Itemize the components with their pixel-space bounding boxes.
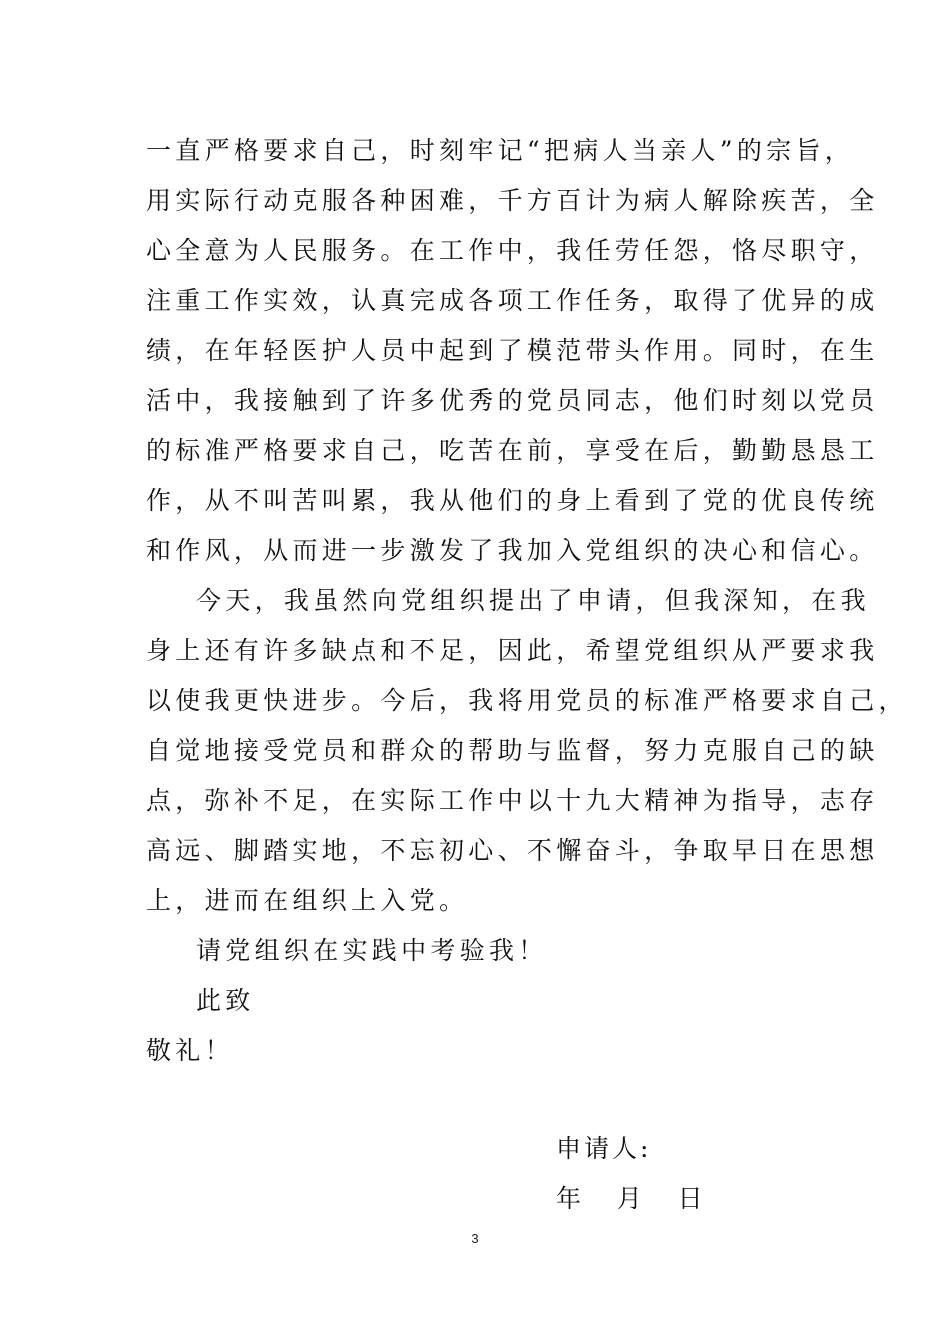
body-line: 点，弥补不足，在实际工作中以十九大精神为指导，志存 bbox=[146, 786, 879, 815]
body-line: 和作风，从而进一步激发了我加入党组织的决心和信心。 bbox=[146, 536, 879, 565]
body-line: 身上还有许多缺点和不足，因此，希望党组织从严要求我 bbox=[146, 636, 879, 665]
page-number: 3 bbox=[471, 1231, 479, 1246]
body-line: 活中，我接触到了许多优秀的党员同志，他们时刻以党员 bbox=[146, 386, 879, 415]
date-label: 年 月 日 bbox=[556, 1184, 706, 1213]
applicant-label: 申请人: bbox=[556, 1134, 652, 1163]
body-line: 上，进而在组织上入党。 bbox=[146, 886, 469, 915]
body-line: 作，从不叫苦叫累，我从他们的身上看到了党的优良传统 bbox=[146, 486, 879, 515]
body-line: 注重工作实效，认真完成各项工作任务，取得了优异的成 bbox=[146, 286, 879, 315]
body-line: 以使我更快进步。今后，我将用党员的标准严格要求自己， bbox=[146, 686, 908, 715]
salutation-jingli: 敬礼！ bbox=[146, 1036, 234, 1065]
body-line: 一直严格要求自己，时刻牢记“把病人当亲人”的宗旨， bbox=[146, 136, 855, 165]
body-line: 的标准严格要求自己，吃苦在前，享受在后，勤勤恳恳工 bbox=[146, 436, 879, 465]
body-line: 高远、脚踏实地，不忘初心、不懈奋斗，争取早日在思想 bbox=[146, 836, 879, 865]
body-line: 用实际行动克服各种困难，千方百计为病人解除疾苦，全 bbox=[146, 186, 879, 215]
salutation-cizhi: 此致 bbox=[196, 986, 255, 1015]
paragraph-start-line: 今天，我虽然向党组织提出了申请，但我深知，在我 bbox=[196, 586, 870, 615]
body-line: 心全意为人民服务。在工作中，我任劳任怨，恪尽职守， bbox=[146, 236, 879, 265]
closing-request: 请党组织在实践中考验我！ bbox=[196, 936, 548, 965]
body-line: 绩，在年轻医护人员中起到了模范带头作用。同时，在生 bbox=[146, 336, 879, 365]
body-line: 自觉地接受党员和群众的帮助与监督，努力克服自己的缺 bbox=[146, 736, 879, 765]
